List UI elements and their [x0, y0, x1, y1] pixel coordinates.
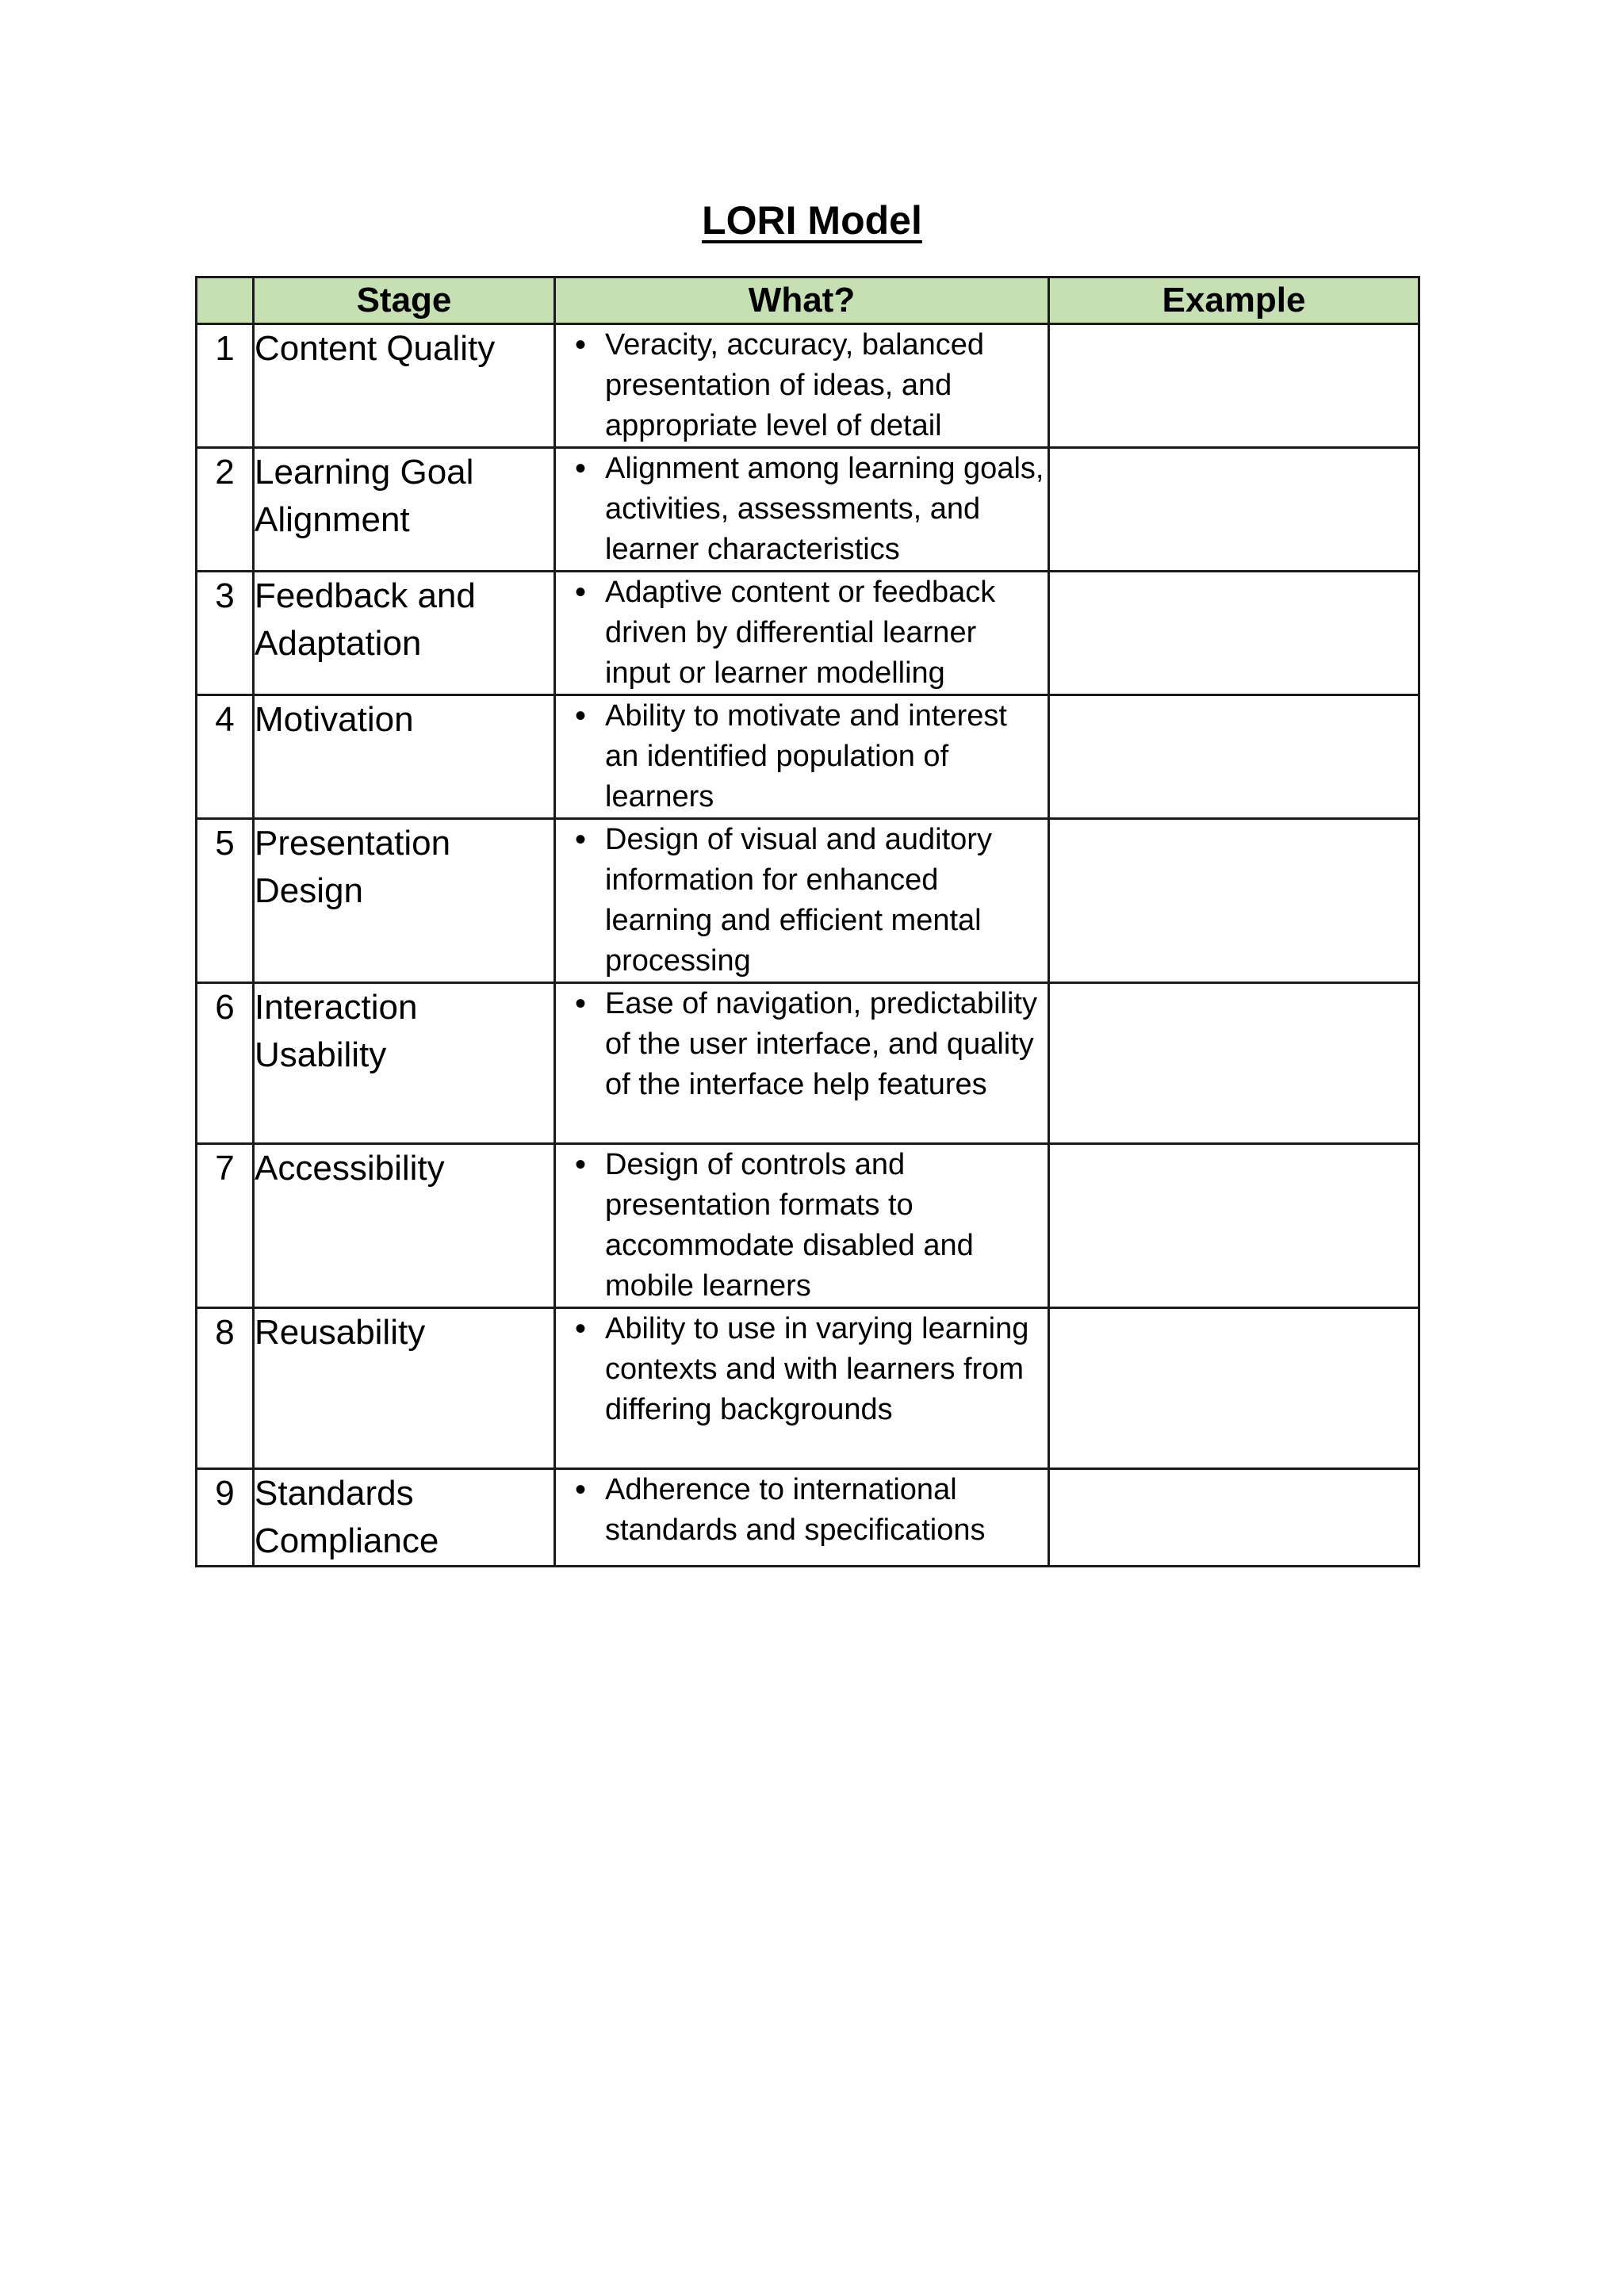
table-row: [197, 1144, 1419, 1308]
example-cell: [1049, 572, 1419, 695]
what-cell: [555, 983, 1049, 1144]
what-cell: [555, 695, 1049, 819]
what-text: Ability to motivate and interest an identified population of learners: [605, 699, 1007, 813]
table-row: [197, 324, 1419, 448]
stage-cell: Accessibility: [254, 1144, 555, 1308]
example-cell: [1049, 1144, 1419, 1308]
example-cell: [1049, 1469, 1419, 1567]
bullet-icon: •: [574, 822, 586, 857]
header-number: [197, 277, 254, 324]
what-text: Veracity, accuracy, balanced presentation of ideas, and appropriate level of detail: [605, 328, 985, 442]
example-cell: [1049, 1308, 1419, 1469]
row-number: 9: [197, 1469, 254, 1567]
stage-cell: Motivation: [254, 695, 555, 819]
bullet-icon: •: [574, 451, 586, 486]
example-cell: [1049, 819, 1419, 983]
table-row: [197, 1469, 1419, 1567]
what-cell: [555, 1469, 1049, 1567]
table-row: [197, 1308, 1419, 1469]
row-number: 8: [197, 1308, 254, 1469]
what-cell: [555, 448, 1049, 572]
what-cell: [555, 1144, 1049, 1308]
bullet-icon: •: [574, 575, 586, 610]
bullet-icon: •: [574, 1472, 586, 1507]
bullet-icon: •: [574, 1147, 586, 1182]
lori-model-table: [195, 276, 1420, 1567]
stage-cell: Standards Compliance: [254, 1469, 555, 1567]
row-number: 5: [197, 819, 254, 983]
what-cell: [555, 819, 1049, 983]
bullet-icon: •: [574, 698, 586, 733]
row-number: 1: [197, 324, 254, 448]
header-stage: Stage: [254, 277, 555, 324]
table-row: [197, 695, 1419, 819]
bullet-icon: •: [574, 1311, 586, 1346]
stage-cell: Content Quality: [254, 324, 555, 448]
stage-cell: Interaction Usability: [254, 983, 555, 1144]
what-cell: [555, 324, 1049, 448]
what-text: Alignment among learning goals, activities, assessments, and learner characteristics: [605, 452, 1044, 566]
table-row: [197, 448, 1419, 572]
bullet-icon: •: [574, 327, 586, 362]
what-cell: [555, 572, 1049, 695]
page-title: LORI Model: [702, 198, 922, 243]
row-number: 3: [197, 572, 254, 695]
stage-cell: Learning Goal Alignment: [254, 448, 555, 572]
table-header-row: [197, 277, 1419, 324]
row-number: 2: [197, 448, 254, 572]
table-row: [197, 572, 1419, 695]
stage-cell: Reusability: [254, 1308, 555, 1469]
what-text: Ease of navigation, predictability of the user interface, and quality of the interface help features: [605, 987, 1037, 1101]
table-row: [197, 819, 1419, 983]
row-number: 4: [197, 695, 254, 819]
example-cell: [1049, 324, 1419, 448]
header-example: Example: [1049, 277, 1419, 324]
what-text: Design of controls and presentation formats to accommodate disabled and mobile learners: [605, 1148, 974, 1303]
example-cell: [1049, 983, 1419, 1144]
header-what: What?: [555, 277, 1049, 324]
what-text: Adherence to international standards and specifications: [605, 1473, 986, 1547]
example-cell: [1049, 448, 1419, 572]
row-number: 7: [197, 1144, 254, 1308]
what-text: Design of visual and auditory information for enhanced learning and efficient mental processing: [605, 823, 992, 978]
stage-cell: Presentation Design: [254, 819, 555, 983]
what-cell: [555, 1308, 1049, 1469]
what-text: Ability to use in varying learning contexts and with learners from differing backgrounds: [605, 1312, 1029, 1426]
row-number: 6: [197, 983, 254, 1144]
example-cell: [1049, 695, 1419, 819]
table-row: [197, 983, 1419, 1144]
stage-cell: Feedback and Adaptation: [254, 572, 555, 695]
what-text: Adaptive content or feedback driven by differential learner input or learner modelling: [605, 576, 996, 690]
bullet-icon: •: [574, 986, 586, 1021]
